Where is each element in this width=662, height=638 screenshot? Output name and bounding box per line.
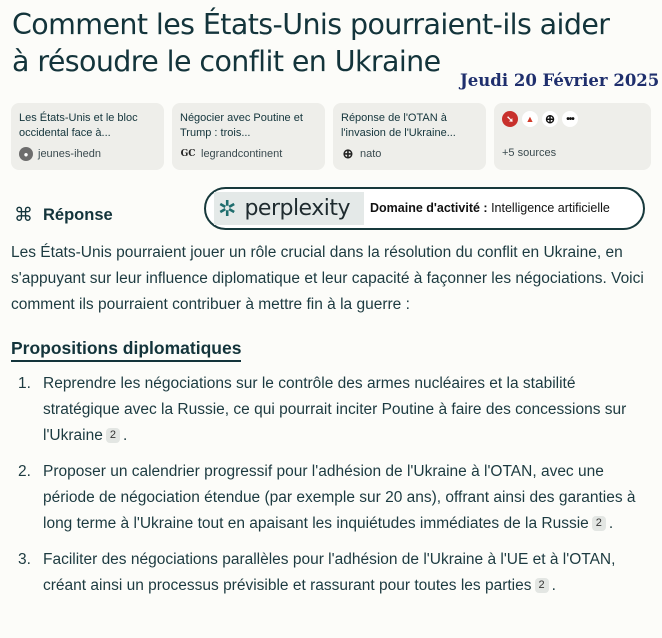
source-favicon-icon: ▲ xyxy=(522,111,538,127)
source-title: Réponse de l'OTAN à l'invasion de l'Ukraine... xyxy=(341,112,456,139)
item-number: 2. xyxy=(18,463,31,480)
domain-label: Domaine d'activité : xyxy=(370,201,488,215)
answer-label: Réponse xyxy=(43,206,113,224)
domain-text xyxy=(370,201,610,215)
source-site: legrandcontinent xyxy=(201,148,283,160)
source-title: Négocier avec Poutine et Trump : trois... xyxy=(180,112,303,139)
item-text: Proposer un calendrier progressif pour l'adhésion de l'Ukraine à l'OTAN, avec une période de négociation étendue (par exemple sur 20 ans), offrant ainsi des garanties à long terme à l'Ukraine tout en apaisant les inquiétudes immédiates de la Russie xyxy=(43,463,636,532)
more-dots-icon: ••• xyxy=(562,111,578,127)
domain-value: Intelligence artificielle xyxy=(491,201,610,215)
answer-intro: Les États-Unis pourraient jouer un rôle crucial dans la résolution du conflit en Ukraine, en s'appuyant sur leur influence diplomatique et leur capacité à façonner les négociations. Voici comment ils pourraient contribuer à mettre fin à la guerre : xyxy=(11,244,644,313)
item-number: 1. xyxy=(18,375,31,392)
perplexity-logo xyxy=(214,192,364,225)
ihedn-icon: ● xyxy=(19,147,33,161)
source-site: jeunes-ihedn xyxy=(38,148,101,160)
source-card[interactable] xyxy=(172,103,325,170)
more-sources-card[interactable] xyxy=(494,103,651,170)
source-favicon-icon: ➘ xyxy=(502,111,518,127)
legrandcontinent-icon: GC xyxy=(180,149,196,159)
globe-icon: ⊕ xyxy=(542,111,558,127)
item-text: Faciliter des négociations parallèles pour l'adhésion de l'Ukraine à l'UE et à l'OTAN, créant ainsi un processus prévisible et rassurant pour toutes les parties xyxy=(43,551,616,594)
perplexity-mark-icon: ✲ xyxy=(218,195,237,221)
section-title: Propositions diplomatiques xyxy=(11,338,241,362)
perplexity-badge xyxy=(204,187,645,230)
item-end: . xyxy=(551,577,556,594)
globe-icon: ⊕ xyxy=(342,146,354,161)
perplexity-logo-icon: ⌘ xyxy=(14,205,33,226)
source-title: Les États-Unis et le bloc occidental face à... xyxy=(19,112,138,139)
source-card[interactable] xyxy=(333,103,486,170)
citation-badge[interactable]: 2 xyxy=(106,428,120,443)
more-sources-label: +5 sources xyxy=(502,147,557,159)
source-site: nato xyxy=(360,148,382,160)
citation-badge[interactable]: 2 xyxy=(592,516,606,531)
page-title: Comment les États-Unis pourraient-ils aider à résoudre le conflit en Ukraine xyxy=(12,8,610,78)
citation-badge[interactable]: 2 xyxy=(535,578,549,593)
item-number: 3. xyxy=(18,551,31,568)
item-text: Reprendre les négociations sur le contrôle des armes nucléaires et la stabilité stratégique avec la Russie, ce qui pourrait inciter Poutine à faire des concessions sur l'Ukraine xyxy=(43,375,627,444)
proposals-list xyxy=(18,371,648,599)
item-end: . xyxy=(122,427,128,444)
source-card[interactable] xyxy=(11,103,164,170)
date-overlay: Jeudi 20 Février 2025 xyxy=(460,71,660,90)
answer-header xyxy=(14,206,113,225)
perplexity-wordmark: perplexity xyxy=(244,196,350,221)
item-end: . xyxy=(608,515,614,532)
list-item xyxy=(18,547,648,599)
list-item xyxy=(18,371,648,449)
list-item xyxy=(18,459,648,537)
